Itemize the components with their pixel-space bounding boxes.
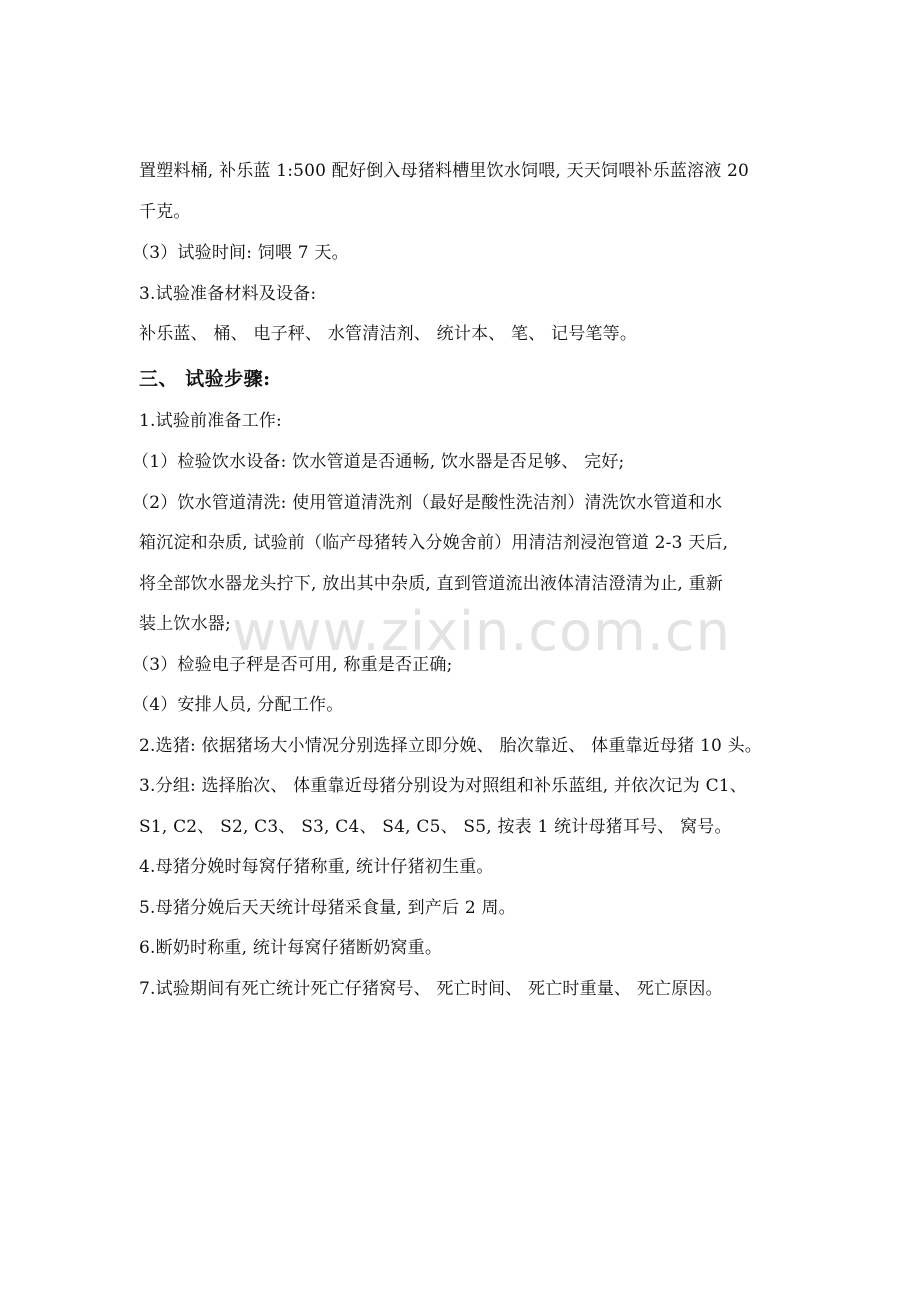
step-line: 2.选猪: 依据猪场大小情况分别选择立即分娩、 胎次靠近、 体重靠近母猪 10 头。 xyxy=(139,736,762,756)
text-line: 千克。 xyxy=(139,202,191,222)
materials-list: 补乐蓝、 桶、 电子秤、 水管清洁剂、 统计本、 笔、 记号笔等。 xyxy=(139,324,638,344)
text-line: （3）试验时间: 饲喂 7 天。 xyxy=(132,243,349,263)
step-line: （4）安排人员, 分配工作。 xyxy=(132,695,344,715)
step-line: （2）饮水管道清洗: 使用管道清洗剂（最好是酸性洗洁剂）清洗饮水管道和水 xyxy=(132,493,723,513)
step-line: 7.试验期间有死亡统计死亡仔猪窝号、 死亡时间、 死亡时重量、 死亡原因。 xyxy=(139,979,723,999)
step-line: 箱沉淀和杂质, 试验前（临产母猪转入分娩舍前）用清洁剂浸泡管道 2-3 天后, xyxy=(139,533,729,553)
step-line: 1.试验前准备工作: xyxy=(139,411,282,431)
text-line: 置塑料桶, 补乐蓝 1:500 配好倒入母猪料槽里饮水饲喂, 天天饲喂补乐蓝溶液 20 xyxy=(139,161,750,181)
step-line: S1, C2、 S2, C3、 S3, C4、 S4, C5、 S5, 按表 1 统计母猪耳号、 窝号。 xyxy=(139,817,732,837)
watermark: www.zixin.com.cn xyxy=(232,600,731,663)
text-line: 3.试验准备材料及设备: xyxy=(139,284,317,304)
step-line: 4.母猪分娩时每窝仔猪称重, 统计仔猪初生重。 xyxy=(139,857,494,877)
step-line: 5.母猪分娩后天天统计母猪采食量, 到产后 2 周。 xyxy=(139,898,516,918)
step-line: 6.断奶时称重, 统计每窝仔猪断奶窝重。 xyxy=(139,938,443,958)
step-line: 装上饮水器; xyxy=(139,614,231,634)
step-line: （1）检验饮水设备: 饮水管道是否通畅, 饮水器是否足够、 完好; xyxy=(132,452,625,472)
step-line: 将全部饮水器龙头拧下, 放出其中杂质, 直到管道流出液体清洁澄清为止, 重新 xyxy=(139,574,724,594)
step-line: （3）检验电子秤是否可用, 称重是否正确; xyxy=(132,655,453,675)
section-heading: 三、 试验步骤: xyxy=(139,368,271,390)
step-line: 3.分组: 选择胎次、 体重靠近母猪分别设为对照组和补乐蓝组, 并依次记为 C1、 xyxy=(139,776,747,796)
